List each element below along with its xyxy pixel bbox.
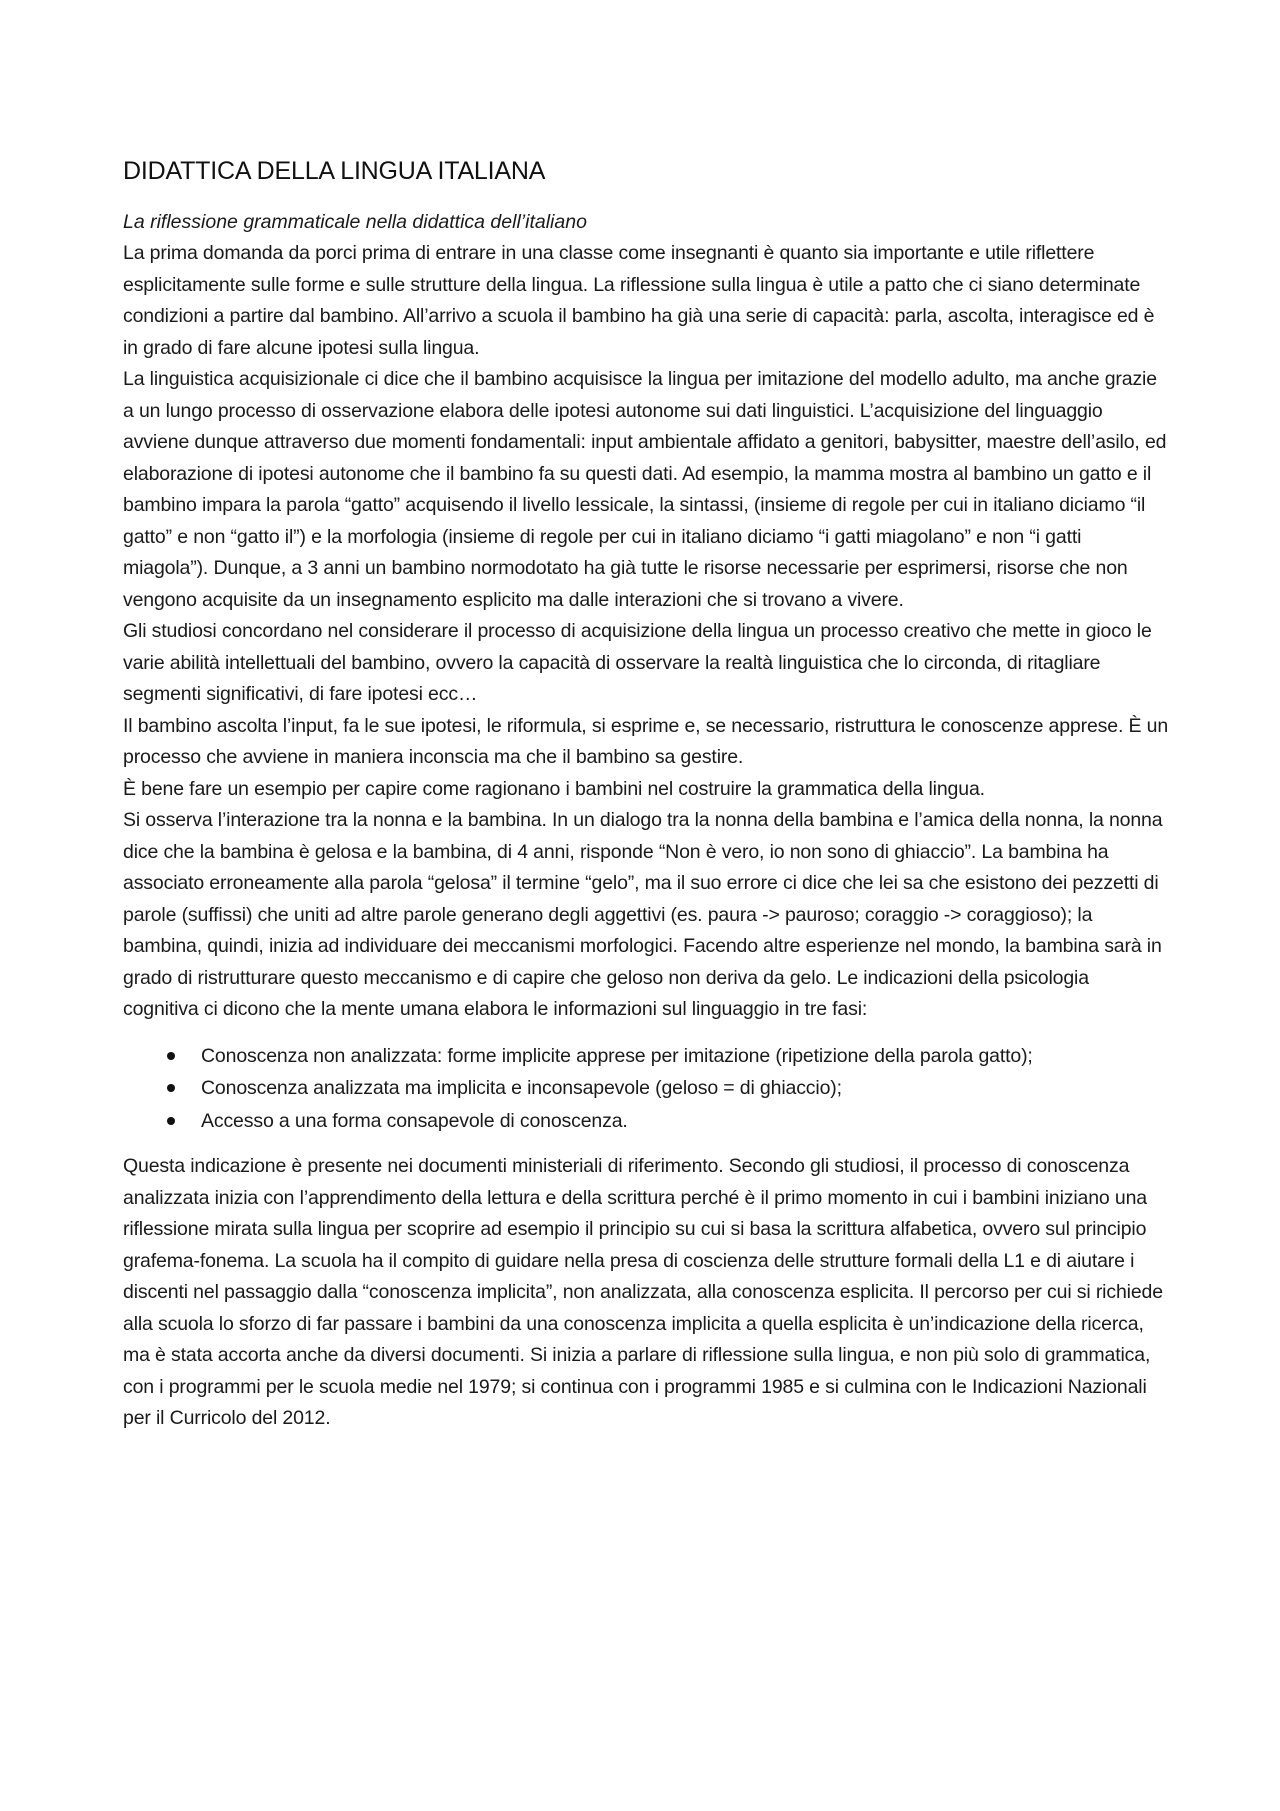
paragraph-closing: Questa indicazione è presente nei documenti ministeriali di riferimento. Secondo gli studiosi, il processo di conoscenza analizzata inizia con l’apprendimento della lettura e della scrittura perché è il primo momento in cui i bambini iniziano una riflessione mirata sulla lingua per scoprire ad esempio il principio su cui si basa la scrittura alfabetica, ovvero sul principio grafema-fonema. La scuola ha il compito di guidare nella presa di coscienza delle strutture formali della L1 e di aiutare i discenti nel passaggio dalla “conoscenza implicita”, non analizzata, alla conoscenza esplicita. Il percorso per cui si richiede alla scuola lo sforzo di far passare i bambini da una conoscenza implicita a quella esplicita è un’indicazione della ricerca, ma è stata accorta anche da diversi documenti. Si inizia a parlare di riflessione sulla lingua, e non più solo di grammatica, con i programmi per le scuola medie nel 1979; si continua con i programmi 1985 e si culmina con le Indicazioni Nazionali per il Curricolo del 2012. [123, 1155, 1163, 1429]
document-title: DIDATTICA DELLA LINGUA ITALIANA [123, 157, 546, 185]
list-item [167, 1105, 1168, 1138]
list-item-text: Conoscenza analizzata ma implicita e inconsapevole (geloso = di ghiaccio); [201, 1077, 842, 1099]
list-item-text: Accesso a una forma consapevole di conoscenza. [201, 1109, 628, 1132]
bullet-icon [167, 1084, 175, 1092]
bullet-icon [167, 1117, 175, 1125]
paragraph-acquisition: La linguistica acquisizionale ci dice che il bambino acquisisce la lingua per imitazione del modello adulto, ma anche grazie a un lungo processo di osservazione elabora delle ipotesi autonome sui dati linguistici. L’acquisizione del linguaggio avviene dunque attraverso due momenti fondamentali: input ambientale affidato a genitori, babysitter, maestre dell’asilo, ed elaborazione di ipotesi autonome che il bambino fa su questi dati. Ad esempio, la mamma mostra al bambino un gatto e il bambino impara la parola “gatto” acquisendo il livello lessicale, la sintassi, (insieme di regole per cui in italiano diciamo “il gatto” e non “gatto il”) e la morfologia (insieme di regole per cui in italiano diciamo “i gatti miagolano” e non “i gatti miagola”). Dunque, a 3 anni un bambino normodotato ha già tutte le risorse necessarie per esprimersi, risorse che non vengono acquisite da un insegnamento esplicito ma dalle interazioni che si trovano a vivere. [123, 368, 1167, 611]
list-item [167, 1072, 1168, 1105]
paragraph-creative-process: Gli studiosi concordano nel considerare il processo di acquisizione della lingua un processo creativo che mette in gioco le varie abilità intellettuali del bambino, ovvero la capacità di osservare la realtà linguistica che lo circonda, di ritagliare segmenti significativi, di fare ipotesi ecc… [123, 620, 1152, 705]
paragraph-example: Si osserva l’interazione tra la nonna e la bambina. In un dialogo tra la nonna della bambina e l’amica della nonna, la nonna dice che la bambina è gelosa e la bambina, di 4 anni, risponde “Non è vero, io non sono di ghiaccio”. La bambina ha associato erroneamente alla parola “gelosa” il termine “gelo”, ma il suo errore ci dice che lei sa che esistono dei pezzetti di parole (suffissi) che uniti ad altre parole generano degli aggettivi (es. paura -> pauroso; coraggio -> coraggioso); la bambina, quindi, inizia ad individuare dei meccanismi morfologici. Facendo altre esperienze nel mondo, la bambina sarà in grado di ristrutturare questo meccanismo e di capire che geloso non deriva da gelo. Le indicazioni della psicologia cognitiva ci dicono che la mente umana elabora le informazioni sul linguaggio in tre fasi: [123, 809, 1163, 1020]
paragraph-intro: La prima domanda da porci prima di entrare in una classe come insegnanti è quanto sia importante e utile riflettere esplicitamente sulle forme e sulle strutture della lingua. La riflessione sulla lingua è utile a patto che ci siano determinate condizioni a partire dal bambino. All’arrivo a scuola il bambino ha già una serie di capacità: parla, ascolta, interagisce ed è in grado di fare alcune ipotesi sulla lingua. [123, 242, 1155, 359]
paragraph-input: Il bambino ascolta l’input, fa le sue ipotesi, le riformula, si esprime e, se necessario, ristruttura le conoscenze apprese. È un processo che avviene in maniera inconscia ma che il bambino sa gestire. [123, 714, 1169, 768]
list-item [167, 1040, 1168, 1073]
phases-list [123, 1040, 1168, 1138]
section-subtitle: La riflessione grammaticale nella didattica dell’italiano [123, 211, 587, 233]
list-item-text: Conoscenza non analizzata: forme implicite apprese per imitazione (ripetizione della parola gatto); [201, 1044, 1033, 1067]
bullet-icon [167, 1052, 175, 1060]
paragraph-example-intro: È bene fare un esempio per capire come ragionano i bambini nel costruire la grammatica della lingua. [123, 777, 985, 800]
document-page [123, 155, 1168, 1435]
